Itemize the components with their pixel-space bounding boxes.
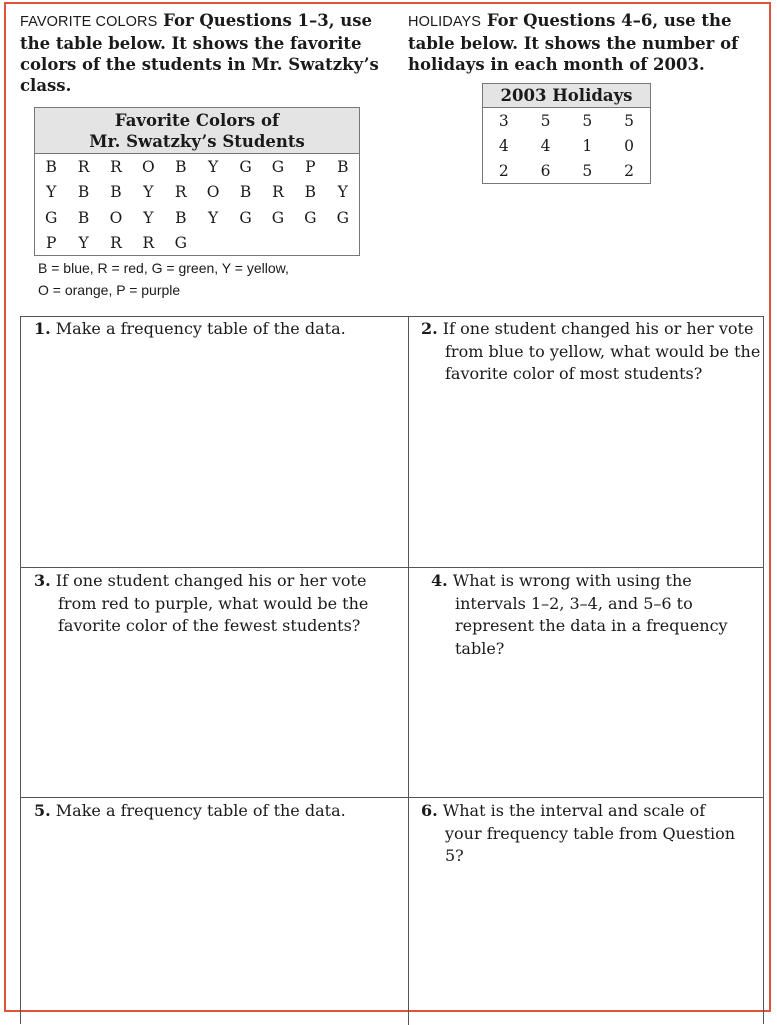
question-4 [431, 570, 751, 660]
table-title-line: Mr. Swatzky’s Students [89, 132, 305, 151]
holidays-table-title: 2003 Holidays [483, 84, 651, 108]
table-cell: R [174, 183, 187, 202]
question-text: What is wrong with using the intervals 1–2, 3–4, and 5–6 to represent the data in a frequency table? [452, 571, 728, 658]
table-cell: Y [143, 183, 154, 202]
table-cell: Y [208, 208, 219, 227]
grid-divider-vertical [408, 317, 409, 1025]
table-cell: G [336, 208, 349, 227]
section-tag-favorite-colors: FAVORITE COLORS [20, 14, 158, 30]
table-cell: R [110, 233, 122, 252]
table-cell: R [77, 157, 90, 176]
table-cell: Y [337, 183, 348, 202]
table-row [483, 158, 651, 184]
table-cell [262, 231, 294, 256]
table-cell: Y [78, 233, 89, 252]
table-cell: G [174, 233, 187, 252]
question-number: 6. [421, 801, 438, 820]
section-tag-holidays: HOLIDAYS [408, 14, 482, 30]
table-cell: B [175, 157, 187, 176]
table-cell: 5 [624, 111, 635, 130]
table-row [35, 180, 360, 206]
table-cell: 3 [498, 111, 509, 130]
table-cell [294, 231, 326, 256]
table-cell: G [239, 208, 252, 227]
legend-line: B = blue, R = red, G = green, Y = yellow, [38, 260, 289, 276]
holidays-table [482, 83, 651, 184]
table-cell: B [77, 208, 90, 227]
table-row [35, 154, 360, 180]
table-cell: B [110, 183, 122, 202]
table-cell: B [175, 208, 187, 227]
table-cell: G [271, 208, 285, 227]
question-number: 1. [34, 319, 51, 338]
favorite-colors-table [34, 107, 360, 256]
table-cell: R [142, 233, 155, 252]
table-cell: O [142, 157, 155, 176]
table-cell: B [77, 183, 90, 202]
table-cell [327, 231, 360, 256]
table-row [483, 133, 651, 158]
table-cell: 5 [582, 161, 593, 180]
table-title-line: Favorite Colors of [114, 111, 280, 130]
question-1 [34, 318, 404, 341]
grid-divider-horizontal [21, 797, 763, 798]
table-row [35, 231, 360, 256]
table-cell: P [305, 157, 316, 176]
table-cell: Y [46, 183, 57, 202]
table-cell: 6 [540, 161, 551, 180]
intro-favorite-colors-text: For Questions 1–3, use the table below. It shows the favorite colors of the students in Mr. Swatzky’s class. [20, 11, 379, 95]
table-row [483, 108, 651, 134]
question-number: 2. [421, 319, 438, 338]
question-3 [34, 570, 408, 638]
question-text: Make a frequency table of the data. [55, 801, 346, 820]
question-text: Make a frequency table of the data. [55, 319, 346, 338]
table-cell [197, 231, 229, 256]
grid-divider-horizontal [21, 567, 763, 568]
question-number: 3. [34, 571, 51, 590]
table-cell: 0 [624, 136, 635, 155]
answer-grid [20, 316, 764, 1024]
question-text: What is the interval and scale of your frequency table from Question 5? [442, 801, 736, 865]
table-cell: 1 [582, 136, 593, 155]
table-cell: P [45, 233, 57, 252]
table-cell: 5 [582, 111, 593, 130]
table-cell: G [271, 157, 285, 176]
table-cell: G [45, 208, 58, 227]
table-cell: R [110, 157, 122, 176]
table-cell: 4 [540, 136, 551, 155]
question-5 [34, 800, 404, 823]
table-cell: G [239, 157, 252, 176]
intro-holidays-text: For Questions 4–6, use the table below. It shows the number of holidays in each month of 2003. [408, 11, 739, 74]
legend-line: O = orange, P = purple [38, 281, 181, 298]
table-cell: B [45, 157, 57, 176]
table-cell: B [239, 183, 252, 202]
table-cell: R [272, 183, 284, 202]
intro-favorite-colors [20, 10, 385, 96]
table-cell: O [109, 208, 123, 227]
question-text: If one student changed his or her vote from red to purple, what would be the favorite color of the fewest students? [55, 571, 369, 635]
table-cell: Y [143, 208, 154, 227]
question-text: If one student changed his or her vote from blue to yellow, what would be the favorite color of most students? [442, 319, 761, 383]
question-number: 4. [431, 571, 448, 590]
table-cell: B [304, 183, 317, 202]
color-legend [38, 258, 289, 301]
table-cell: 5 [540, 111, 551, 130]
table-cell [229, 231, 261, 256]
question-2 [421, 318, 763, 386]
table-cell: B [337, 157, 349, 176]
table-cell: Y [208, 157, 219, 176]
question-number: 5. [34, 801, 51, 820]
favorite-colors-table-title [35, 108, 360, 154]
intro-holidays [408, 10, 753, 75]
table-cell: 2 [498, 161, 509, 180]
table-cell: 4 [498, 136, 509, 155]
table-row [35, 205, 360, 231]
question-6 [421, 800, 741, 868]
table-cell: 2 [624, 161, 635, 180]
table-cell: G [304, 208, 317, 227]
table-cell: O [206, 183, 220, 202]
